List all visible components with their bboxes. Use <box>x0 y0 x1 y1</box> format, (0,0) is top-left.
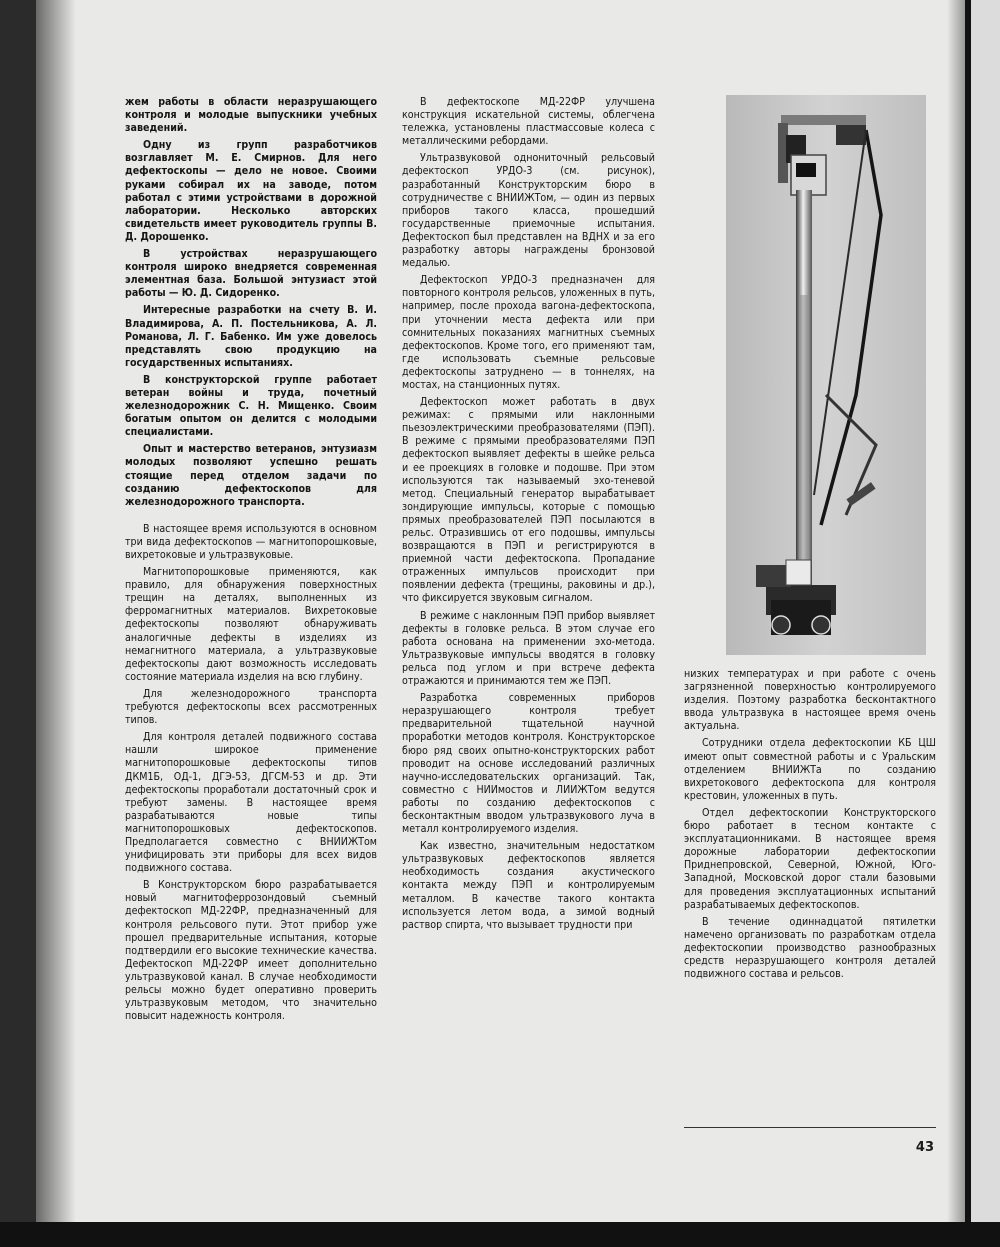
paragraph: Для контроля деталей подвижного состава нашли широкое применение магнитопорошковые дефектоскопы типов ДКМ1Б, ОД-1, ДГЭ-53, ДГСМ-53 и др. Эти дефектоскопы проработали достаточный срок и требуют замены. В настоящее время разрабатываются новые типы магнитопорошковых дефектоскопов. Предполагается совместно с ВНИИЖТом унифицировать эти приборы для всех видов подвижного состава. <box>125 731 377 875</box>
footer-rule <box>684 1127 936 1128</box>
text-column-left <box>125 96 377 1027</box>
paragraph: Опыт и мастерство ветеранов, энтузиазм молодых позволяют успешно решать стоящие перед отделом задачи по созданию дефектоскопов для железнодорожного транспорта. <box>125 443 377 508</box>
section-gap <box>125 513 377 523</box>
paragraph: низких температурах и при работе с очень загрязненной поверхностью контролируемого изделия. Поэтому разработка бесконтактного ввода ультразвука в настоящее время очень актуальна. <box>684 668 936 733</box>
paragraph: В течение одиннадцатой пятилетки намечено организовать по разработкам отдела дефектоскопии производство разнообразных средств неразрушающего контроля деталей подвижного состава и рельсов. <box>684 915 936 981</box>
paragraph: жем работы в области неразрушающего контроля и молодые выпускники учебных заведений. <box>125 96 377 135</box>
paragraph: Для железнодорожного транспорта требуются дефектоскопы всех рассмотренных типов. <box>125 687 377 727</box>
paragraph: Сотрудники отдела дефектоскопии КБ ЦШ имеют опыт совместной работы и с Уральским отделением ВНИИЖТа по созданию вихретокового дефектоскопа для контроля крестовин, уложенных в путь. <box>684 737 936 802</box>
paragraph: Разработка современных приборов неразрушающего контроля требует предварительной тщательной научной проработки методов контроля. Конструкторское бюро ряд своих опытно-конструкторских работ проводит на основе исследований различных научно-исследовательских организаций. Так, совместно с НИИмостов и ЛИИЖТом ведутся работы по созданию дефектоскопов с бесконтактным вводом ультразвукового луча в металл контролируемого изделия. <box>402 692 655 836</box>
scan-edge <box>965 0 1000 1247</box>
text-column-right <box>684 668 936 985</box>
paragraph: В настоящее время используются в основном три вида дефектоскопов — магнитопорошковые, вихретоковые и ультразвуковые. <box>125 522 377 561</box>
paragraph: В Конструкторском бюро разрабатывается новый магнитоферрозондовый съемный дефектоскоп МД-22ФР, предназначенный для контроля рельсового пути. Этот прибор уже прошел предварительные испытания, которые подтвердили его высокие технические качества. Дефектоскоп МД-22ФР имеет дополнительно ультразвуковой канал. В случае необходимости рельсы можно будет оперативно проверить ультразвуковым методом, что значительно повысит надежность контроля. <box>125 879 377 1023</box>
page-number: 43 <box>915 1140 934 1155</box>
paragraph: Магнитопорошковые применяются, как правило, для обнаружения поверхностных трещин на деталях, выполненных из ферромагнитных материалов. Вихретоковые дефектоскопы позволяют обнаруживать аналогичные дефекты в изделиях из немагнитного материала, а ультразвуковые дефектоскопы дают возможность исследовать состояние материала изделия на всю глубину. <box>125 566 377 683</box>
paragraph: Интересные разработки на счету В. И. Владимирова, А. П. Постельникова, А. Л. Романова, Л. Г. Бабенко. Им уже довелось представлять свою продукцию на государственных испытаниях. <box>125 304 377 369</box>
text-column-middle <box>402 96 655 936</box>
paragraph: Отдел дефектоскопии Конструкторского бюро работает в тесном контакте с эксплуатационниками. В настоящее время дорожные лаборатории дефектоскопии Приднепровской, Северной, Южной, Юго-Западной, Московской дорог стали базовыми для проведения эксплуатационных испытаний разрабатываемых дефектоскопов. <box>684 806 936 911</box>
paragraph: Одну из групп разработчиков возглавляет М. Е. Смирнов. Для него дефектоскопы — дело не новое. Своими руками собирал их на заводе, потом работал с этими устройствами в дорожной лаборатории. Несколько авторских свидетельств имеет руководитель группы В. Д. Дорошенко. <box>125 139 377 243</box>
scan-bottom-edge <box>0 1222 1000 1247</box>
bold-intro <box>125 96 377 509</box>
paragraph: В конструкторской группе работает ветеран войны и труда, почетный железнодорожник С. Н. Мищенко. Своим богатым опытом он делится с молодыми специалистами. <box>125 373 377 439</box>
paragraph: Дефектоскоп УРДО-3 предназначен для повторного контроля рельсов, уложенных в путь, например, после прохода вагона-дефектоскопа, при уточнении места дефекта или при сомнительных показаниях магнитных съемных дефектоскопов. Кроме того, его применяют там, где использовать съемные рельсовые дефектоскопы затруднено — в тоннелях, на мостах, на станционных путях. <box>402 274 655 391</box>
paragraph: Дефектоскоп может работать в двух режимах: с прямыми или наклонными пьезоэлектрическими преобразователями (ПЭП). В режиме с прямыми преобразователями ПЭП дефектоскоп выявляет дефекты в шейке рельса и ее проекциях в головке и подошве. При этом используются так называемый эхо-теневой метод. Специальный генератор вырабатывает зондирующие импульсы, которые с помощью прямых преобразователей ПЭП посылаются в рельс. Отразившись от его подошвы, импульсы возвращаются в ПЭП и регистрируются в приемной части дефектоскопа. Пропадание отраженных импульсов происходит при появлении дефекта (трещины, раковины и др.), что фиксируется звуковым сигналом. <box>402 396 655 605</box>
paragraph: В дефектоскопе МД-22ФР улучшена конструкция искательной системы, облегчена тележка, установлены пластмассовые колеса с металлическими ребордами. <box>402 96 655 148</box>
paragraph: В режиме с наклонным ПЭП прибор выявляет дефекты в головке рельса. В этом случае его работа основана на применении эхо-метода. Ультразвуковые импульсы вводятся в головку рельса под углом и при встрече дефекта отражаются и принимаются тем же ПЭП. <box>402 609 655 688</box>
paragraph: В устройствах неразрушающего контроля широко внедряется современная элементная база. Большой энтузиаст этой работы — Ю. Д. Сидоренко. <box>125 248 377 300</box>
paragraph: Ультразвуковой однониточный рельсовый дефектоскоп УРДО-3 (см. рисунок), разработанный Конструкторским бюро в сотрудничестве с ВНИИЖТом, — один из первых приборов такого класса, прошедший государственные приемочные испытания. Дефектоскоп был представлен на ВДНХ и за его разработку авторы награждены бронзовой медалью. <box>402 152 655 270</box>
journal-page <box>36 0 965 1222</box>
paragraph: Как известно, значительным недостатком ультразвуковых дефектоскопов является необходимость создания акустического контакта между ПЭП и контролируемым металлом. В качестве такого контакта используется летом вода, а зимой водный раствор спирта, что вызывает трудности при <box>402 840 655 931</box>
rail-flaw-detector-photo-icon <box>726 95 926 655</box>
